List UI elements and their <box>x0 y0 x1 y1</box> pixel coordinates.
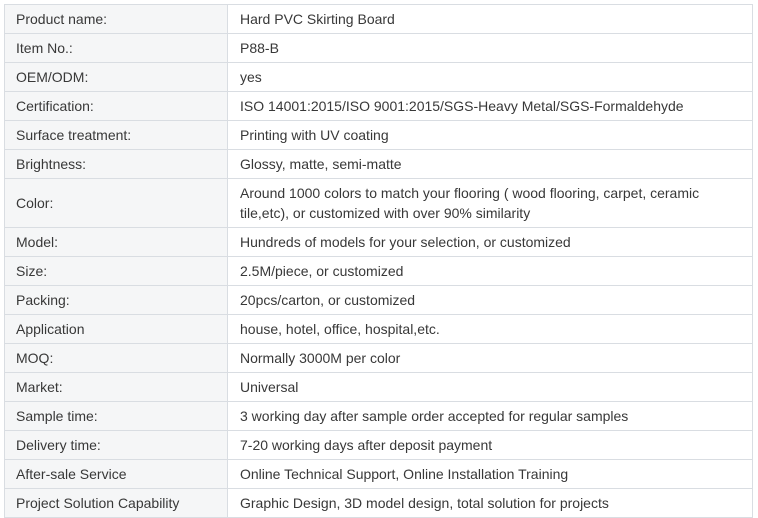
table-row <box>5 373 753 402</box>
spec-value: 2.5M/piece, or customized <box>228 257 753 286</box>
spec-value: yes <box>228 63 753 92</box>
spec-label: Sample time: <box>5 402 228 431</box>
spec-value: Printing with UV coating <box>228 121 753 150</box>
product-specification-table <box>4 4 753 518</box>
spec-value: 20pcs/carton, or customized <box>228 286 753 315</box>
spec-label: OEM/ODM: <box>5 63 228 92</box>
table-row <box>5 121 753 150</box>
table-row <box>5 5 753 34</box>
table-row <box>5 489 753 518</box>
table-row <box>5 63 753 92</box>
spec-value: house, hotel, office, hospital,etc. <box>228 315 753 344</box>
table-row <box>5 150 753 179</box>
spec-label: Brightness: <box>5 150 228 179</box>
table-row <box>5 344 753 373</box>
spec-value: Glossy, matte, semi-matte <box>228 150 753 179</box>
spec-label: Color: <box>5 179 228 228</box>
spec-label: Item No.: <box>5 34 228 63</box>
spec-value: 7-20 working days after deposit payment <box>228 431 753 460</box>
spec-value: Graphic Design, 3D model design, total solution for projects <box>228 489 753 518</box>
spec-label: Size: <box>5 257 228 286</box>
spec-value: 3 working day after sample order accepted for regular samples <box>228 402 753 431</box>
spec-table-body <box>5 5 753 518</box>
table-row <box>5 402 753 431</box>
spec-value: P88-B <box>228 34 753 63</box>
spec-label: Model: <box>5 228 228 257</box>
spec-value: Normally 3000M per color <box>228 344 753 373</box>
spec-value: Hundreds of models for your selection, or customized <box>228 228 753 257</box>
table-row <box>5 34 753 63</box>
table-row <box>5 286 753 315</box>
spec-label: Certification: <box>5 92 228 121</box>
spec-label: Product name: <box>5 5 228 34</box>
spec-label: MOQ: <box>5 344 228 373</box>
table-row <box>5 257 753 286</box>
table-row <box>5 179 753 228</box>
table-row <box>5 460 753 489</box>
spec-label: Market: <box>5 373 228 402</box>
spec-value: Hard PVC Skirting Board <box>228 5 753 34</box>
spec-label: Application <box>5 315 228 344</box>
spec-label: Project Solution Capability <box>5 489 228 518</box>
table-row <box>5 431 753 460</box>
table-row <box>5 315 753 344</box>
table-row <box>5 92 753 121</box>
table-row <box>5 228 753 257</box>
spec-label: Delivery time: <box>5 431 228 460</box>
spec-value: Around 1000 colors to match your flooring ( wood flooring, carpet, ceramic tile,etc), or customized with over 90% similarity <box>228 179 753 228</box>
spec-label: Surface treatment: <box>5 121 228 150</box>
spec-value: ISO 14001:2015/ISO 9001:2015/SGS-Heavy Metal/SGS-Formaldehyde <box>228 92 753 121</box>
spec-label: After-sale Service <box>5 460 228 489</box>
spec-value: Online Technical Support, Online Installation Training <box>228 460 753 489</box>
spec-label: Packing: <box>5 286 228 315</box>
spec-value: Universal <box>228 373 753 402</box>
